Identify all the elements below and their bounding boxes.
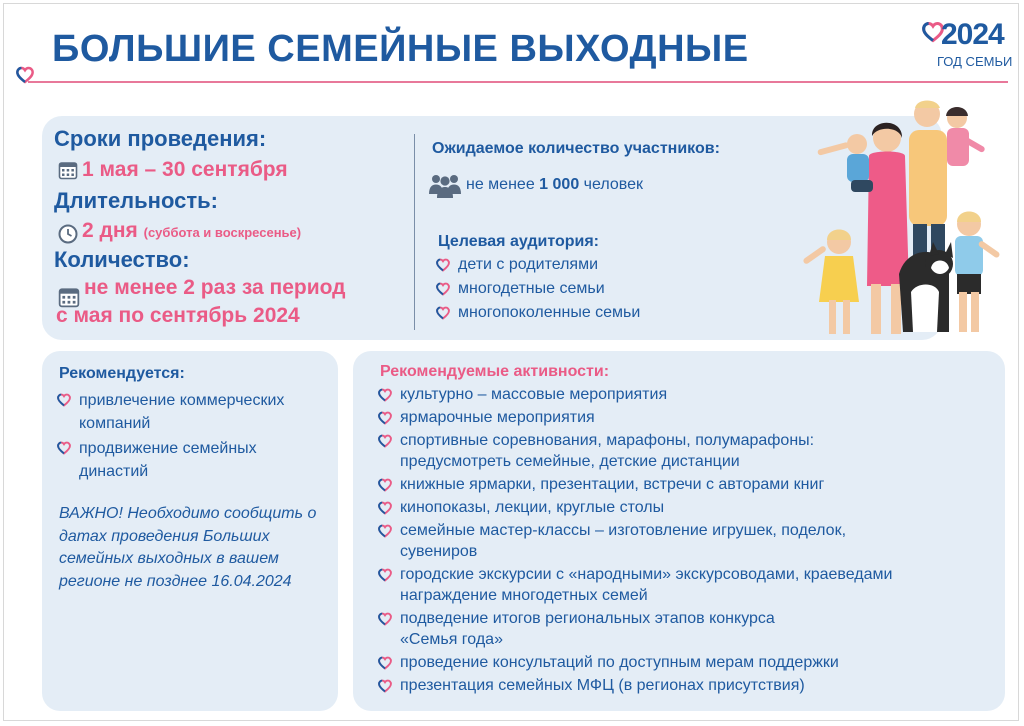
list-item: семейные мастер-классы – изготовление игрушек, поделок, сувениров bbox=[378, 520, 998, 562]
audience-list bbox=[436, 254, 640, 323]
activities-list bbox=[378, 384, 998, 696]
list-item: ярмарочные мероприятия bbox=[378, 407, 998, 428]
list-item: презентация семейных МФЦ (в регионах присутствия) bbox=[378, 675, 998, 696]
header-divider bbox=[28, 81, 1008, 83]
count-value-line2: с мая по сентябрь 2024 bbox=[56, 304, 300, 327]
heart-bullet-icon bbox=[378, 524, 392, 538]
list-item: привлечение коммерческих компаний bbox=[57, 389, 332, 435]
list-item: многодетные семьи bbox=[436, 278, 640, 299]
recommended-label: Рекомендуется: bbox=[59, 365, 185, 382]
duration-note: (суббота и воскресенье) bbox=[143, 225, 302, 240]
duration-value bbox=[82, 219, 301, 243]
list-item: дети с родителями bbox=[436, 254, 640, 275]
heart-bullet-icon bbox=[378, 501, 392, 515]
list-item: городские экскурсии с «народными» экскурсоводами, краеведами награждение многодетных семей bbox=[378, 564, 998, 606]
heart-bullet-icon bbox=[57, 441, 71, 455]
dates-value: 1 мая – 30 сентября bbox=[82, 158, 288, 181]
dates-label: Сроки проведения: bbox=[54, 126, 267, 151]
heart-bullet-icon bbox=[436, 282, 450, 296]
list-item: культурно – массовые мероприятия bbox=[378, 384, 998, 405]
heart-bullet-icon bbox=[436, 258, 450, 272]
list-item: продвижение семейных династий bbox=[57, 437, 332, 483]
list-item: спортивные соревнования, марафоны, полумарафоны: предусмотреть семейные, детские дистанции bbox=[378, 430, 998, 472]
heart-bullet-icon bbox=[378, 568, 392, 582]
heart-bullet-icon bbox=[378, 434, 392, 448]
panel-divider bbox=[414, 134, 415, 330]
participants-prefix: не менее bbox=[466, 176, 535, 193]
list-item: кинопоказы, лекции, круглые столы bbox=[378, 497, 998, 518]
count-value-line1: не менее 2 раз за период bbox=[84, 276, 346, 299]
participants-value bbox=[466, 176, 643, 194]
list-item: подведение итогов региональных этапов конкурса «Семья года» bbox=[378, 608, 998, 650]
heart-bullet-icon bbox=[378, 388, 392, 402]
important-note: ВАЖНО! Необходимо сообщить о датах проведения Больших семейных выходных в вашем регионе не позднее 16.04.2024 bbox=[59, 505, 317, 590]
heart-bullet-icon bbox=[378, 478, 392, 492]
slide bbox=[3, 3, 1019, 721]
participants-label: Ожидаемое количество участников: bbox=[432, 140, 720, 157]
year-of-family-logo bbox=[922, 18, 1012, 76]
duration-label: Длительность: bbox=[54, 188, 218, 213]
audience-label: Целевая аудитория: bbox=[438, 233, 599, 250]
people-icon bbox=[428, 172, 462, 198]
logo-subtitle: ГОД СЕМЬИ bbox=[937, 54, 1013, 69]
calendar-icon bbox=[58, 160, 78, 180]
heart-bullet-icon bbox=[378, 612, 392, 626]
page-title: БОЛЬШИЕ СЕМЕЙНЫЕ ВЫХОДНЫЕ bbox=[52, 28, 749, 70]
heart-icon bbox=[16, 66, 34, 84]
heart-bullet-icon bbox=[378, 411, 392, 425]
clock-icon bbox=[58, 224, 78, 244]
activities-label: Рекомендуемые активности: bbox=[380, 363, 610, 380]
participants-suffix: человек bbox=[583, 176, 644, 193]
heart-bullet-icon bbox=[378, 679, 392, 693]
list-item: книжные ярмарки, презентации, встречи с авторами книг bbox=[378, 474, 998, 495]
duration-days: 2 дня bbox=[82, 219, 138, 242]
logo-year: 2024 bbox=[941, 18, 1004, 51]
list-item: проведение консультаций по доступным мерам поддержки bbox=[378, 652, 998, 673]
participants-number: 1 000 bbox=[539, 176, 580, 193]
list-item: многопоколенные семьи bbox=[436, 302, 640, 323]
family-illustration bbox=[799, 96, 1019, 346]
recommended-list bbox=[57, 389, 332, 483]
heart-bullet-icon bbox=[436, 306, 450, 320]
heart-bullet-icon bbox=[378, 656, 392, 670]
heart-bullet-icon bbox=[57, 393, 71, 407]
count-label: Количество: bbox=[54, 247, 190, 272]
